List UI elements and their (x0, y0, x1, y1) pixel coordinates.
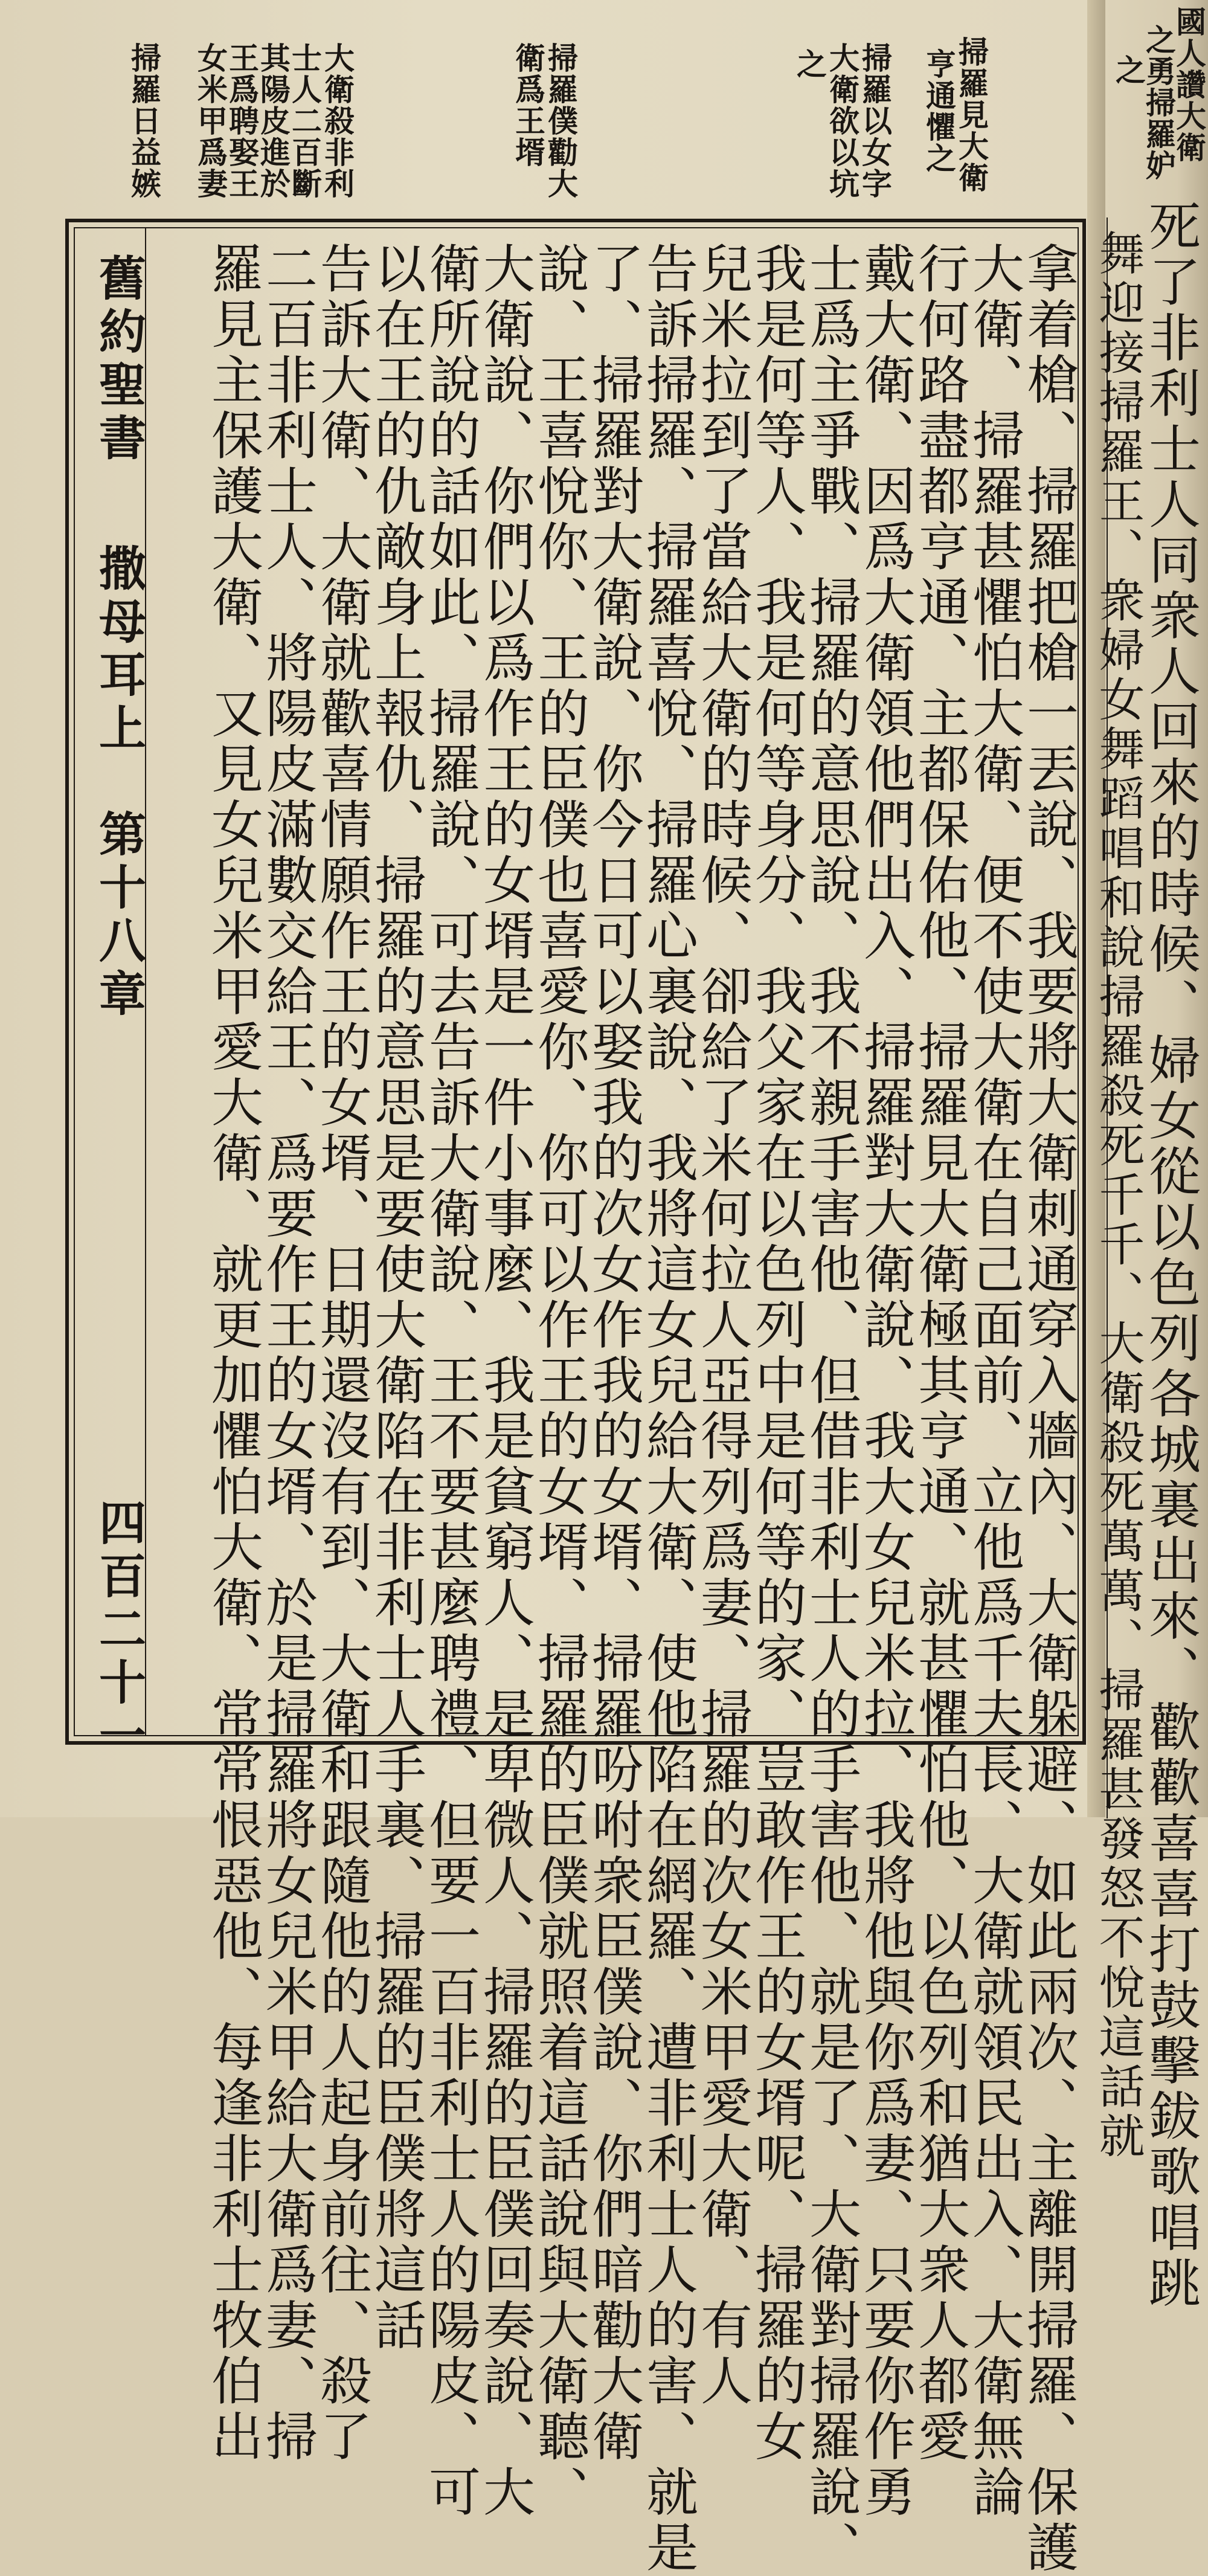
top-note: 掃羅以女字 (857, 42, 893, 199)
top-note: 衛爲王壻 (510, 42, 546, 168)
text-column: 了、掃羅對大衛說、你今日可以娶我的次女作我的女壻、掃羅吩咐衆臣僕說、你們暗勸大衛 (583, 242, 643, 2465)
top-note: 亨通懼之 (921, 48, 957, 174)
top-note: 掃羅見大衛 (954, 36, 989, 193)
page-number: 四百二十一 (91, 1498, 146, 1764)
text-column: 行何路盡都亨通、主都保佑他、掃羅見大衛極其亨通、就甚懼怕他、以色列和猶大衆人都愛 (909, 242, 969, 2465)
text-column: 告訴大衛、大衛就歡喜情願作王的女壻、日期還沒有到、大衛和跟隨他的人起身前往、殺了 (311, 242, 371, 2465)
text-column: 衛所說的話如此、掃羅說、可去告訴大衛說、王不要甚麼聘禮、但要一百非利士人的陽皮、可 (420, 242, 480, 2520)
text-column: 羅見主保護大衛、又見女兒米甲愛大衛、就更加懼怕大衛、常常恨惡他、每逢非利士牧伯出 (202, 242, 263, 2465)
text-column: 兒米拉到了當給大衛的時候、卻給了米何拉人亞得列爲妻、掃羅的次女米甲愛大衛、有人 (692, 242, 752, 2409)
text-column: 二百非利士人、將陽皮滿數交給王、爲要作王的女壻、於是掃羅將女兒米甲給大衛爲妻、掃 (257, 242, 317, 2465)
facing-page-column: 死了非利士人同衆人回來的時候、婦女從以色列各城裏出來、歡歡喜喜打鼓擊鈸歌唱跳 (1140, 199, 1200, 2311)
text-column: 我是何等人、我是何等身分、我父家在以色列中是何等的家、豈敢作王的女壻呢、掃羅的女 (746, 242, 806, 2465)
top-note: 其陽皮進於 (255, 42, 291, 199)
running-title-book: 舊約聖書 (91, 254, 146, 466)
text-column: 告訴掃羅、掃羅喜悅、掃羅心裏說、我將這女兒給大衛、使他陷在網羅、遭非利士人的害、就是 (637, 242, 698, 2576)
text-column: 以在王的仇敵身上報仇、掃羅的意思是要使大衛陷在非利士人手裏、掃羅的臣僕將這話 (365, 242, 426, 2354)
top-note: 大衛欲以坑 (824, 42, 860, 199)
top-note: 掃羅僕勸大 (543, 42, 579, 199)
text-column: 說、王喜悅你、王的臣僕也喜愛你、你可以作王的女壻、掃羅的臣僕就照着這話說與大衛聽、 (528, 242, 589, 2520)
facing-page-column: 舞迎接掃羅王、衆婦女舞蹈唱和說掃羅殺死千千、大衛殺死萬萬、掃羅甚發怒不悅這話就 (1091, 230, 1145, 2162)
running-title-section: 撒母耳上 (91, 544, 146, 756)
text-column: 戴大衛、因爲大衛領他們出入、掃羅對大衛說、我大女兒米拉、我將他與你爲妻、只要你作勇 (855, 242, 915, 2520)
top-note: 士人二百斷 (287, 42, 323, 199)
top-note: 之 (792, 48, 827, 80)
top-note: 大衛殺非利 (320, 42, 355, 199)
text-column: 大衛說、你們以爲作王的女壻是一件小事麼、我是貧窮人、是卑微人、掃羅的臣僕回奏說、大 (474, 242, 535, 2520)
running-title-chapter: 第十八章 (91, 810, 146, 1022)
text-column: 大衛、掃羅甚懼怕大衛、便不使大衛在自己面前、立他爲千夫長、大衛就領民出入、大衛無論 (963, 242, 1024, 2520)
facing-page-note: 之 (1111, 54, 1146, 86)
top-note: 掃羅日益嫉 (126, 42, 162, 199)
text-column: 士爲主爭戰、掃羅的意思說、我不親手害他、但借非利士人的手害他、就是了、大衛對掃羅說、 (800, 242, 861, 2576)
facing-page-note: 國人讚大衛 (1171, 6, 1207, 163)
text-column: 拿着槍、掃羅把槍一丟說、我要將大衛刺通穿入牆內、大衛躲避、如此兩次、主離開掃羅、保護 (1018, 242, 1078, 2576)
top-note: 女米甲爲妻 (193, 42, 228, 199)
facing-page-note: 之勇掃羅妒 (1141, 24, 1177, 181)
top-note: 王爲聘娶王 (224, 42, 260, 199)
